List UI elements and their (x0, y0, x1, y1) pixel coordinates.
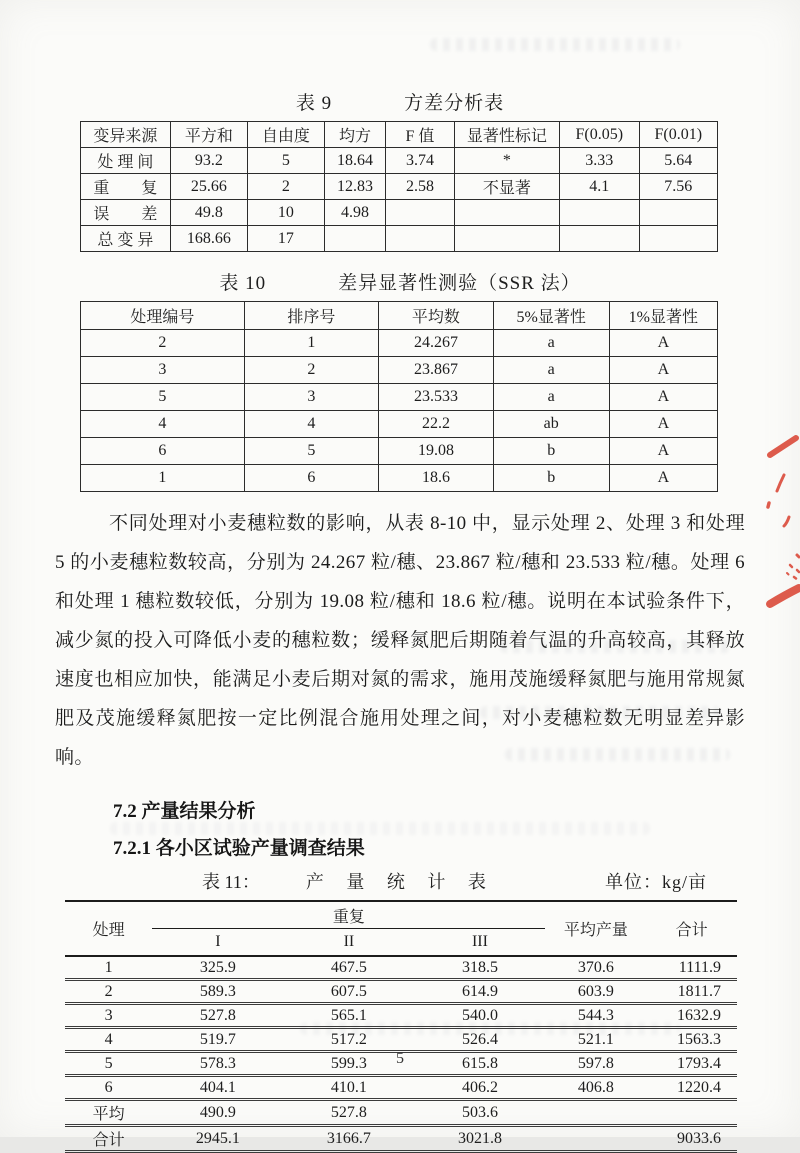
table-cell: 565.1 (283, 1004, 414, 1028)
table-cell: 25.66 (170, 174, 247, 200)
table-cell: 3166.7 (283, 1126, 414, 1152)
table-cell: 6 (65, 1076, 152, 1100)
table-cell: 23.867 (379, 357, 494, 384)
table9-label: 表 9 (295, 93, 333, 114)
table-cell: 重 复 (81, 174, 171, 200)
table-row (65, 1004, 737, 1028)
table-cell: 589.3 (152, 980, 283, 1004)
table-cell: 18.64 (324, 148, 385, 174)
table-cell: 410.1 (283, 1076, 414, 1100)
table-cell: 总 变 异 (81, 226, 171, 252)
table-cell: 490.9 (152, 1100, 283, 1126)
table-cell: 6 (244, 465, 378, 492)
table-cell: 3.33 (559, 148, 639, 174)
column-header-treatment: 处理 (65, 901, 152, 956)
table-row (81, 148, 718, 174)
table-cell (386, 200, 455, 226)
table-cell: 2945.1 (152, 1126, 283, 1152)
table-cell: 10 (247, 200, 324, 226)
table-cell: 599.3 (283, 1052, 414, 1076)
table-row (81, 174, 718, 200)
table-cell: 5 (65, 1052, 152, 1076)
analysis-paragraph: 不同处理对小麦穗粒数的影响，从表 8-10 中，显示处理 2、处理 3 和处理 5 的小麦穗粒数较高，分别为 24.267 粒/穗、23.867 粒/穗和 23.533 粒/穗。处理 6 和处理 1 穗粒数较低，分别为 19.08 粒/穗和 18.6 粒/穗。说明在本试验条件下，减少氮的投入可降低小麦的穗粒数；缓释氮肥后期随着气温的升高较高，其释放速度也相应加快，能满足小麦后期对氮的需求，施用茂施缓释氮肥与施用常规氮肥及茂施缓释氮肥按一定比例混合施用处理之间，对小麦穗粒数无明显差异影响。 (55, 513, 745, 768)
table-cell: 3021.8 (414, 1126, 545, 1152)
table-cell: 517.2 (283, 1028, 414, 1052)
red-stamp-fragment (740, 405, 800, 620)
table-cell (454, 200, 559, 226)
column-header: 平均数 (379, 302, 494, 330)
table-row (81, 384, 718, 411)
table-row (65, 980, 737, 1004)
column-header-average: 平均产量 (545, 901, 646, 956)
table-cell (559, 226, 639, 252)
table-row (65, 1076, 737, 1100)
table-cell: ab (493, 411, 609, 438)
table-cell: 19.08 (379, 438, 494, 465)
table-cell: A (609, 438, 717, 465)
column-header: 均方 (324, 122, 385, 148)
table-cell: 578.3 (152, 1052, 283, 1076)
table-cell (639, 226, 717, 252)
table-cell: 4 (65, 1028, 152, 1052)
table-header-row (81, 122, 718, 148)
column-header: 显著性标记 (454, 122, 559, 148)
table-cell: 503.6 (414, 1100, 545, 1126)
table-cell: 521.1 (545, 1028, 646, 1052)
page-content (55, 0, 745, 1153)
table-cell: 4.98 (324, 200, 385, 226)
table-cell: 404.1 (152, 1076, 283, 1100)
table-cell: 2 (247, 174, 324, 200)
column-header: 排序号 (244, 302, 378, 330)
table-cell: 406.8 (545, 1076, 646, 1100)
table-cell: 325.9 (152, 956, 283, 980)
column-header-rep3: III (414, 929, 545, 957)
table-cell: 5.64 (639, 148, 717, 174)
table-cell: 526.4 (414, 1028, 545, 1052)
table-cell: 2.58 (386, 174, 455, 200)
yield-statistics-table (65, 900, 737, 1153)
column-header: 平方和 (170, 122, 247, 148)
ssr-test-table (80, 301, 718, 492)
table-cell: * (454, 148, 559, 174)
table-cell: 318.5 (414, 956, 545, 980)
table-cell: a (493, 357, 609, 384)
table-cell: 614.9 (414, 980, 545, 1004)
table-cell: 49.8 (170, 200, 247, 226)
table-header-row (65, 901, 737, 929)
column-header-rep2: II (283, 929, 414, 957)
table11-title (55, 868, 745, 894)
anova-table (80, 121, 718, 252)
table-cell: 12.83 (324, 174, 385, 200)
table-row (65, 1126, 737, 1152)
table-row (65, 1100, 737, 1126)
table-cell: 5 (244, 438, 378, 465)
table-cell: a (493, 330, 609, 357)
table-row (81, 465, 718, 492)
table-cell: 3 (65, 1004, 152, 1028)
column-header-rep1: I (152, 929, 283, 957)
table-cell: 合计 (65, 1126, 152, 1152)
table-cell: 24.267 (379, 330, 494, 357)
table-cell: 540.0 (414, 1004, 545, 1028)
table-cell: 607.5 (283, 980, 414, 1004)
table-header-row (81, 302, 718, 330)
table-cell: 1632.9 (646, 1004, 737, 1028)
table10-title (55, 268, 745, 295)
table-cell (545, 1100, 646, 1126)
table-cell: 597.8 (545, 1052, 646, 1076)
table-cell: 1793.4 (646, 1052, 737, 1076)
table-cell: 4 (81, 411, 245, 438)
table-row (81, 411, 718, 438)
table-cell: 6 (81, 438, 245, 465)
table-cell: 4 (244, 411, 378, 438)
table-cell: 519.7 (152, 1028, 283, 1052)
page-number: 5 (396, 1050, 404, 1067)
table-cell: 17 (247, 226, 324, 252)
table-cell: 370.6 (545, 956, 646, 980)
table11-name: 产 量 统 计 表 (305, 872, 495, 892)
table-cell: 544.3 (545, 1004, 646, 1028)
table-row (81, 357, 718, 384)
table-cell: 3 (81, 357, 245, 384)
table-cell: 5 (247, 148, 324, 174)
table-cell: 603.9 (545, 980, 646, 1004)
column-header: 5%显著性 (493, 302, 609, 330)
table-cell: A (609, 411, 717, 438)
table-cell: b (493, 465, 609, 492)
table-cell: 9033.6 (646, 1126, 737, 1152)
table10-name: 差异显著性测验（SSR 法） (338, 273, 581, 294)
table-cell: 1811.7 (646, 980, 737, 1004)
table-cell: 615.8 (414, 1052, 545, 1076)
table-cell: 1 (65, 956, 152, 980)
table-cell: 处 理 间 (81, 148, 171, 174)
column-header: F 值 (386, 122, 455, 148)
table-cell: 18.6 (379, 465, 494, 492)
table-cell: 1 (244, 330, 378, 357)
table-cell: 2 (244, 357, 378, 384)
table-cell: A (609, 384, 717, 411)
table-cell: 平均 (65, 1100, 152, 1126)
table10-label: 表 10 (219, 273, 267, 294)
table-row (65, 1028, 737, 1052)
section-heading-7-2-1: 7.2.1 各小区试验产量调查结果 (113, 838, 365, 859)
table11-unit: 单位：kg/亩 (604, 872, 707, 892)
table-cell: 406.2 (414, 1076, 545, 1100)
table-cell: 1220.4 (646, 1076, 737, 1100)
table-cell: 527.8 (283, 1100, 414, 1126)
table-cell: 1111.9 (646, 956, 737, 980)
table-cell: 3.74 (386, 148, 455, 174)
column-header-total: 合计 (646, 901, 737, 956)
table-cell: 5 (81, 384, 245, 411)
table-cell: 467.5 (283, 956, 414, 980)
table-cell: A (609, 357, 717, 384)
table-cell: 168.66 (170, 226, 247, 252)
column-header: 自由度 (247, 122, 324, 148)
column-header: F(0.01) (639, 122, 717, 148)
table-cell (324, 226, 385, 252)
table-cell: A (609, 465, 717, 492)
table-cell: a (493, 384, 609, 411)
table-cell: 误 差 (81, 200, 171, 226)
table-cell (639, 200, 717, 226)
table-cell: 7.56 (639, 174, 717, 200)
table-cell: A (609, 330, 717, 357)
table9-name: 方差分析表 (404, 93, 505, 114)
table11-label: 表 11： (202, 872, 260, 892)
table-cell: b (493, 438, 609, 465)
table-cell: 1 (81, 465, 245, 492)
table-row (81, 438, 718, 465)
column-header: 变异来源 (81, 122, 171, 148)
table-cell: 3 (244, 384, 378, 411)
table-cell: 4.1 (559, 174, 639, 200)
table-cell: 1563.3 (646, 1028, 737, 1052)
table-cell: 22.2 (379, 411, 494, 438)
table-row (81, 200, 718, 226)
table-cell: 93.2 (170, 148, 247, 174)
table-cell (559, 200, 639, 226)
column-header: F(0.05) (559, 122, 639, 148)
table-cell (545, 1126, 646, 1152)
table9-title (55, 88, 745, 115)
table-row (65, 956, 737, 980)
table-row (81, 226, 718, 252)
table-cell: 2 (65, 980, 152, 1004)
column-header-repeat: 重复 (152, 901, 545, 929)
table-row (81, 330, 718, 357)
table-cell: 不显著 (454, 174, 559, 200)
column-header: 1%显著性 (609, 302, 717, 330)
section-heading-7-2: 7.2 产量结果分析 (113, 801, 256, 822)
table-cell: 2 (81, 330, 245, 357)
table-cell (454, 226, 559, 252)
table-cell: 23.533 (379, 384, 494, 411)
table-cell (386, 226, 455, 252)
table-cell (646, 1100, 737, 1126)
table-cell: 527.8 (152, 1004, 283, 1028)
column-header: 处理编号 (81, 302, 245, 330)
